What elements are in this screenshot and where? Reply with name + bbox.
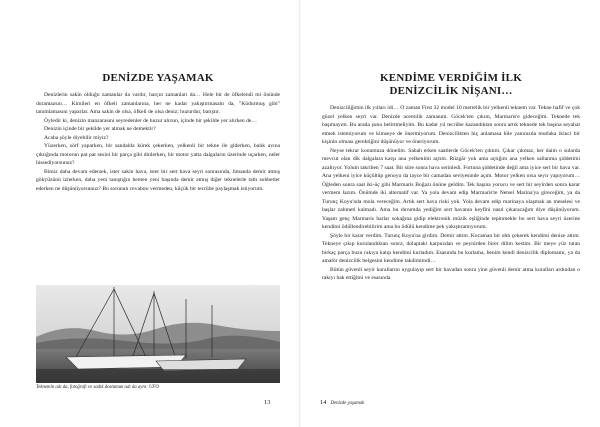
right-page-footer	[320, 399, 364, 406]
photo-caption: Teknemin adı da, fotoğrafı ve sadık dostumun adı da aynı: UFO	[36, 385, 159, 390]
paragraph: Öyledir ki, denizin manzarasını seyredenler de huzur alırsın, içinde bir şekilde yer alırken de…	[44, 117, 257, 124]
paragraph: Denizciliğimin ilk yılları idi… O zaman First 32 model 10 metrelik bir yelkenli teknem var. Tekne hafif ve çok güzel yelken seyri var. Denizde acemilik zamanım. Göcek'ten çıkım, Marmaris'e gideceğim. Teknede tek başımayım. Bu arada şunu belirtmeliyim. Bu kadar yıl tecrübe kazandıktan sonra artık teknede tek başına seyahat etmek istemiyorum ve kimseye de önermiyorum. Denizcilikten hiç anlamasa bile yanınızda mutlaka ikinci bir kişinin olması gerektiğini düşünüyor ve öneriyorum.	[322, 105, 580, 145]
paragraph: Yüzerken, sörf yaparken, bir sandalda kürek çekerken, yelkenli bir tekne ile giderken, balık avına çıktığında motorun pat pat sesini bir parça gibi dinlerken, bir motor yatta dalgaların üzerinde uçarken, neler hissediyorsunuz?	[36, 143, 280, 166]
paragraph: Bimiz daha devam edersek, ister sakin hava, ister bir sert hava seyri sonrasında, limanda demir atmış gökyüzünü izlerken, daha yeni tanıştığın hemen yeni başında demir atmış diğer teknelerle tatlı sohbetler ederken ne düşünüyorsunuz? Bu sorunun cevabını vermeden, küçük bir tecrübe paylaşmak istiyorum.	[36, 168, 280, 192]
title-line: DENİZCİLİK NİŞANI…	[389, 85, 513, 97]
sailboat-illustration	[36, 285, 280, 383]
paragraph: Acaba şöyle diyebilir miyiz?	[44, 134, 109, 141]
right-page-title	[322, 72, 580, 98]
left-page-number: 13	[264, 399, 271, 406]
right-page	[300, 0, 600, 427]
paragraph: Bütün güvenli seyir kurallarını uygulayıp sert bir havadan sonra yine güvenli demir atma kuralları ardından o rakıyı hak ettiğimi ve esasında	[322, 266, 580, 281]
right-page-number: 14	[320, 399, 327, 406]
paragraph: Şöyle bir karar verdim. Turunç Koyu'na girdim. Demir attım. Kocaman bir ohh çekerek kendimi denize attım. Tekneye çıkıp kurulandıktan sonra, dolaptaki karpuzdan ve peynirden birer dilim kestim. Bir meye yüz tutan birkaç parça buzu rakıya katıp kendimi kurladım. Esasında bu kurlama, benim kendi denizcilik diplomamı, ya da amatör denizcilik belgesini kendime takdimimdi…	[322, 232, 580, 264]
title-line: KENDİME VERDİĞİM İLK	[380, 72, 522, 84]
paragraph: Denizin içinde bir şekilde yer almak ne demektir?	[44, 126, 156, 132]
running-head: Denizde yaşamak	[330, 401, 365, 406]
sailboat-photo	[36, 285, 280, 383]
paragraph: Denizlerin sakin olduğu zamanlar da vardır, harçın zamanları da… Hele bir de öfkelendi mi önünde duramazsın… Kimileri en öfkeli zamanlarına, her ne kadar yakıştırmasam da, "Küdurmuş gibi" tanımlamasını yaparlar. Ama sakin de olsa, öfkeli de olsa deniz; huzurdur, barıştır.	[36, 92, 280, 115]
left-page-title: DENİZDE YAŞAMAK	[102, 72, 214, 84]
paragraph: Neyse tekrar konumuza dönelim. Sabah erken saatlerde Göcek'ten çıktım. Çıkar çıkmaz, her daim o sularda mevcut olan dik dalgalara karşı ana yelkenimi açtım. Rüzgâr yok ama açtığım ana yelken sallanma şiddetimi azaltıyor. Yolum takriben 7 saat. Bir süre sonra hava serinledi. Fortuna şiddetinde değil ama iyice sert bir hava var. Ana yelkeni iyice küçültüp genoyu da tayce bir camadan seviyesinde açım. Motor yelken orsa seyir yapıyorum… Öğleden sonra saat iki-üç gibi Marmaris Boğazı önüne geldim. Tek başına yorucu ve sert bir seyirden sonra karar vermem lazım. Önümde iki alternatif var. Ya yola devam edip Marmaris'te Netsel Marina'ya gireceğim, ya da Turunç Koyu'nda mola vereceğim. Artık sert hava riski yok. Yola devam edip marinaya ulaşmak an meselesi ve başlar zahmeti kalmadı. Ama bu durumda yediğim sert havanın keyfini nasıl çıkaracağım diye düşünüyorum. Yaşam genç Marmaris barlar sokağına gidip elektronik müzik eşliğinde tepinmekle bu sert hava seyri üzerine kendimi ödüllendirebilirim ama bu ödülü kendime pek yakıştıramıyorum.	[322, 147, 580, 230]
